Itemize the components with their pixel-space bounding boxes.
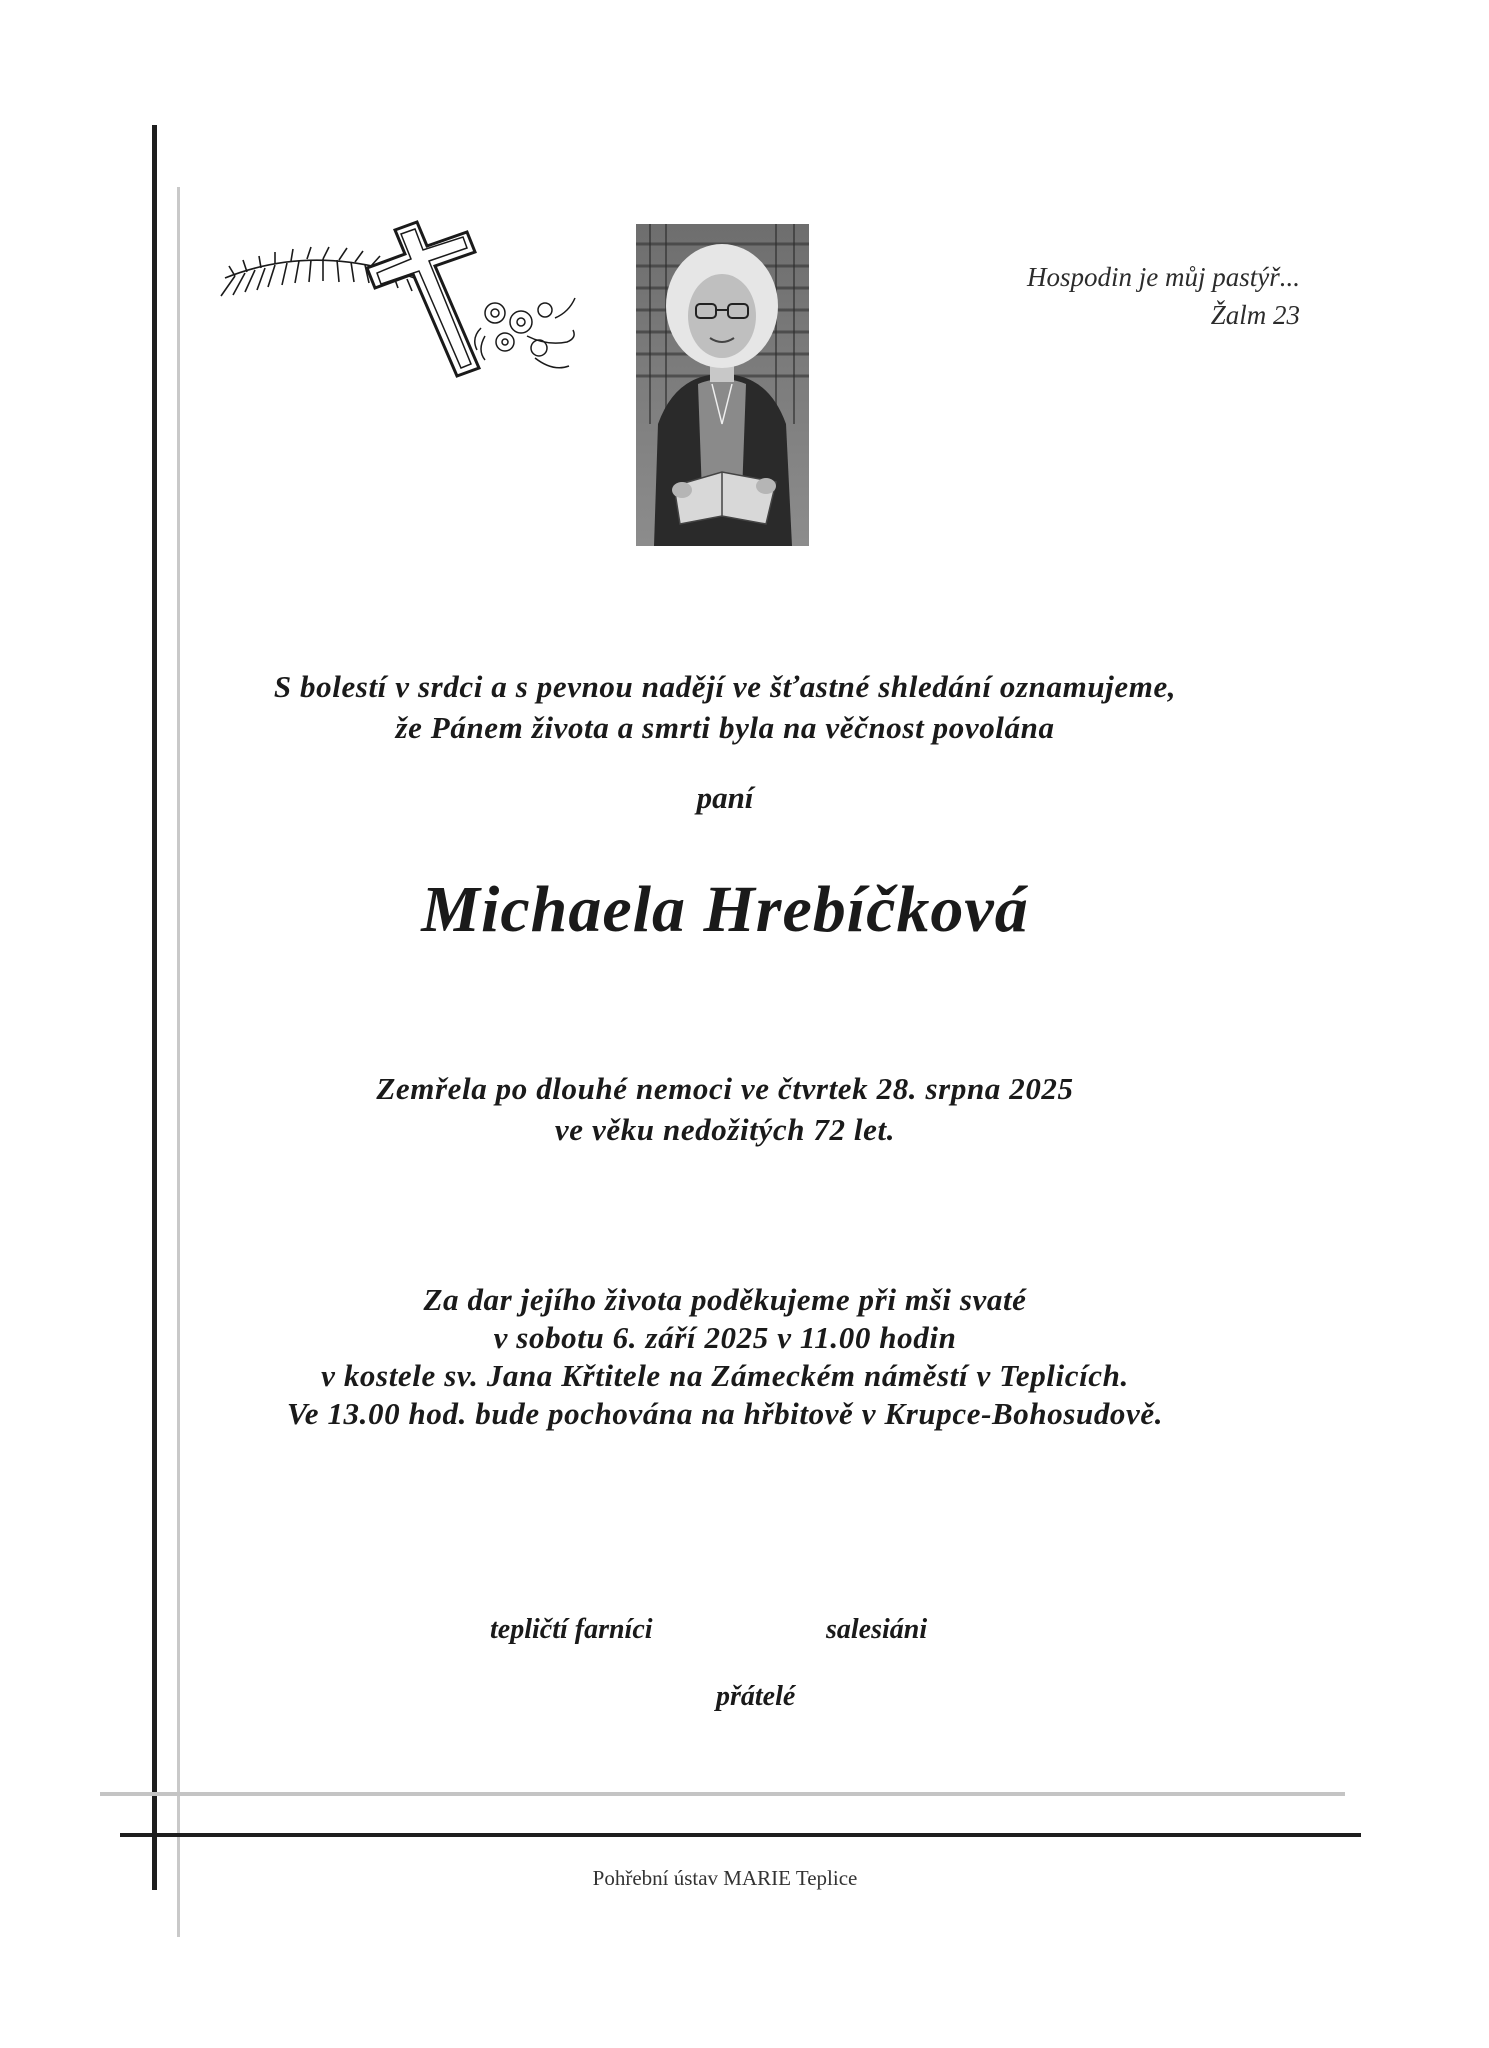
frame-horizontal-line-dark (120, 1833, 1361, 1837)
death-details (180, 1068, 1270, 1150)
funeral-line-3: v kostele sv. Jana Křtitele na Zámeckém náměstí v Teplicích. (321, 1358, 1129, 1393)
signature-parishioners: tepličtí farníci (490, 1614, 653, 1645)
psalm-line-1: Hospodin je můj pastýř... (1027, 262, 1300, 292)
funeral-line-1: Za dar jejího života poděkujeme při mši svaté (423, 1282, 1027, 1317)
cross-palm-icon (205, 218, 590, 383)
frame-vertical-line-dark (152, 125, 157, 1890)
signature-salesians: salesiáni (826, 1614, 928, 1645)
intro-line-1: S bolestí v srdci a s pevnou nadějí ve šťastné shledání oznamujeme, (273, 669, 1177, 704)
frame-vertical-line-grey (177, 187, 180, 1937)
signature-friends: přátelé (716, 1681, 796, 1712)
portrait-photo (636, 224, 809, 546)
funeral-line-2: v sobotu 6. září 2025 v 11.00 hodin (493, 1320, 957, 1355)
funeral-line-4: Ve 13.00 hod. bude pochována na hřbitově v Krupce-Bohosudově. (286, 1396, 1164, 1431)
intro-line-2: že Pánem života a smrti byla na věčnost povolána (395, 710, 1055, 745)
honorific-title: paní (696, 780, 754, 815)
frame-horizontal-line-grey (100, 1792, 1345, 1796)
funeral-home-name: Pohřební ústav MARIE Teplice (592, 1866, 858, 1890)
death-line-1: Zemřela po dlouhé nemoci ve čtvrtek 28. srpna 2025 (376, 1071, 1074, 1106)
psalm-line-2: Žalm 23 (1210, 300, 1300, 330)
announcement-intro (180, 666, 1270, 748)
death-line-2: ve věku nedožitých 72 let. (554, 1112, 896, 1147)
funeral-details (180, 1281, 1270, 1433)
psalm-quote (900, 258, 1300, 334)
deceased-name: Michaela Hrebíčková (421, 873, 1029, 946)
